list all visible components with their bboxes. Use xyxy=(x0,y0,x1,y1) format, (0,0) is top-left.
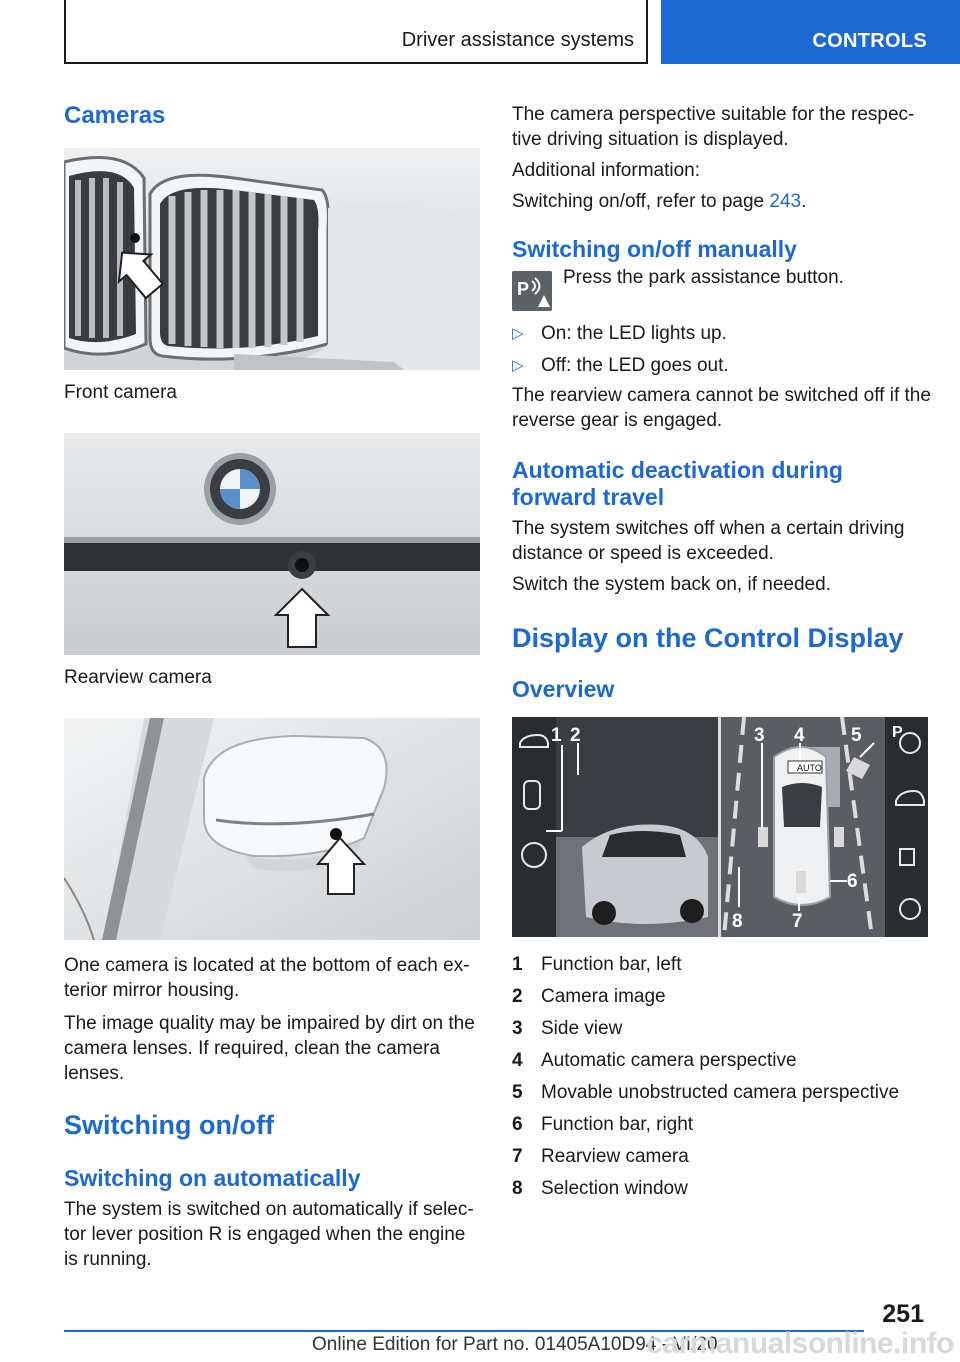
deactivation-heading-line2: forward travel xyxy=(512,484,665,510)
front-camera-caption: Front camera xyxy=(64,382,177,403)
callout-4: 4 xyxy=(794,725,805,746)
callout-6: 6 xyxy=(847,871,858,892)
legend-number: 7 xyxy=(512,1146,523,1167)
list-item xyxy=(512,353,932,383)
switching-heading: Switching on/off xyxy=(64,1110,274,1140)
rearview-note: The rearview camera cannot be switched off if the reverse gear is engaged. xyxy=(512,385,931,431)
header-chapter-title: CONTROLS xyxy=(812,30,927,52)
auto-label: AUTO xyxy=(797,763,822,773)
park-assist-button-icon xyxy=(512,271,552,311)
figure-legend xyxy=(512,953,932,1209)
legend-item xyxy=(512,953,932,985)
auto-switching-text: The system is switched on automatically if selec-tor lever position R is engaged when the engine is running. xyxy=(64,1199,474,1270)
legend-item xyxy=(512,1113,932,1145)
mirror-camera-image xyxy=(64,718,480,940)
refer-text xyxy=(512,189,932,214)
press-park-assist-text: Press the park assistance button. xyxy=(563,267,844,288)
callout-5: 5 xyxy=(851,725,862,746)
footer-edition: Online Edition for Part no. 01405A10D94 - VI/20 xyxy=(312,1334,718,1355)
legend-number: 8 xyxy=(512,1178,523,1199)
mirror-camera-text: One camera is located at the bottom of each ex-terior mirror housing. xyxy=(64,955,470,1001)
callout-8: 8 xyxy=(732,911,743,932)
legend-item xyxy=(512,1017,932,1049)
legend-text: Function bar, left xyxy=(541,954,682,975)
park-assist-row xyxy=(512,265,932,311)
control-display-heading: Display on the Control Display xyxy=(512,623,904,653)
legend-text: Function bar, right xyxy=(541,1114,694,1135)
perspective-text: The camera perspective suitable for the respec-tive driving situation is displayed. xyxy=(512,104,915,150)
callout-7: 7 xyxy=(792,911,803,932)
image-quality-text: The image quality may be impaired by dirt on the camera lenses. If required, clean the camera lenses. xyxy=(64,1013,475,1084)
cameras-heading: Cameras xyxy=(64,102,166,129)
svg-text:P: P xyxy=(517,279,530,299)
legend-text: Movable unobstructed camera perspective xyxy=(541,1082,900,1103)
svg-text:P: P xyxy=(892,724,903,741)
callout-1: 1 xyxy=(551,725,562,746)
bullet-triangle-icon: ▷ xyxy=(512,357,524,374)
list-item xyxy=(512,321,932,353)
deactivation-heading-line1: Automatic deactivation during xyxy=(512,457,843,483)
control-display-figure xyxy=(512,717,928,937)
page-link[interactable]: 243 xyxy=(769,191,802,212)
bullet-text: On: the LED lights up. xyxy=(541,323,727,344)
page-number: 251 xyxy=(882,1300,924,1328)
refer-text-label: Switching on/off, refer to page xyxy=(512,191,770,212)
legend-number: 5 xyxy=(512,1082,523,1103)
deactivation-text: The system switches off when a certain driving distance or speed is exceeded. xyxy=(512,518,905,564)
legend-item xyxy=(512,1049,932,1081)
callout-2: 2 xyxy=(570,725,581,746)
overview-heading: Overview xyxy=(512,676,615,702)
legend-number: 6 xyxy=(512,1114,523,1135)
legend-item xyxy=(512,985,932,1017)
watermark: carmanualsonline.info xyxy=(646,1327,954,1360)
rearview-camera-image xyxy=(64,433,480,655)
callout-3: 3 xyxy=(754,725,765,746)
legend-text: Selection window xyxy=(541,1178,688,1199)
header-section-title: Driver assistance systems xyxy=(401,29,634,51)
legend-number: 2 xyxy=(512,986,523,1007)
legend-text: Side view xyxy=(541,1018,623,1039)
bullet-text: Off: the LED goes out. xyxy=(541,355,729,376)
rearview-camera-caption: Rearview camera xyxy=(64,667,212,688)
legend-item xyxy=(512,1145,932,1177)
deactivation-heading xyxy=(512,457,932,511)
legend-text: Rearview camera xyxy=(541,1146,689,1167)
additional-info-label: Additional information: xyxy=(512,160,700,181)
legend-item xyxy=(512,1081,932,1113)
legend-item xyxy=(512,1177,932,1209)
legend-text: Automatic camera perspective xyxy=(541,1050,797,1071)
bullet-triangle-icon: ▷ xyxy=(512,325,524,342)
led-bullets xyxy=(512,321,932,383)
auto-switching-heading: Switching on automatically xyxy=(64,1165,361,1191)
legend-number: 1 xyxy=(512,954,523,975)
right-column xyxy=(512,92,932,1209)
legend-text: Camera image xyxy=(541,986,666,1007)
switch-back-text: Switch the system back on, if needed. xyxy=(512,574,831,595)
header-section-box xyxy=(64,0,648,64)
header-chapter-tab[interactable] xyxy=(661,0,960,64)
legend-number: 3 xyxy=(512,1018,523,1039)
refer-text-end: . xyxy=(801,191,807,212)
left-column xyxy=(64,92,482,1272)
front-camera-image xyxy=(64,148,480,370)
manual-switching-heading: Switching on/off manually xyxy=(512,236,797,262)
legend-number: 4 xyxy=(512,1050,523,1071)
